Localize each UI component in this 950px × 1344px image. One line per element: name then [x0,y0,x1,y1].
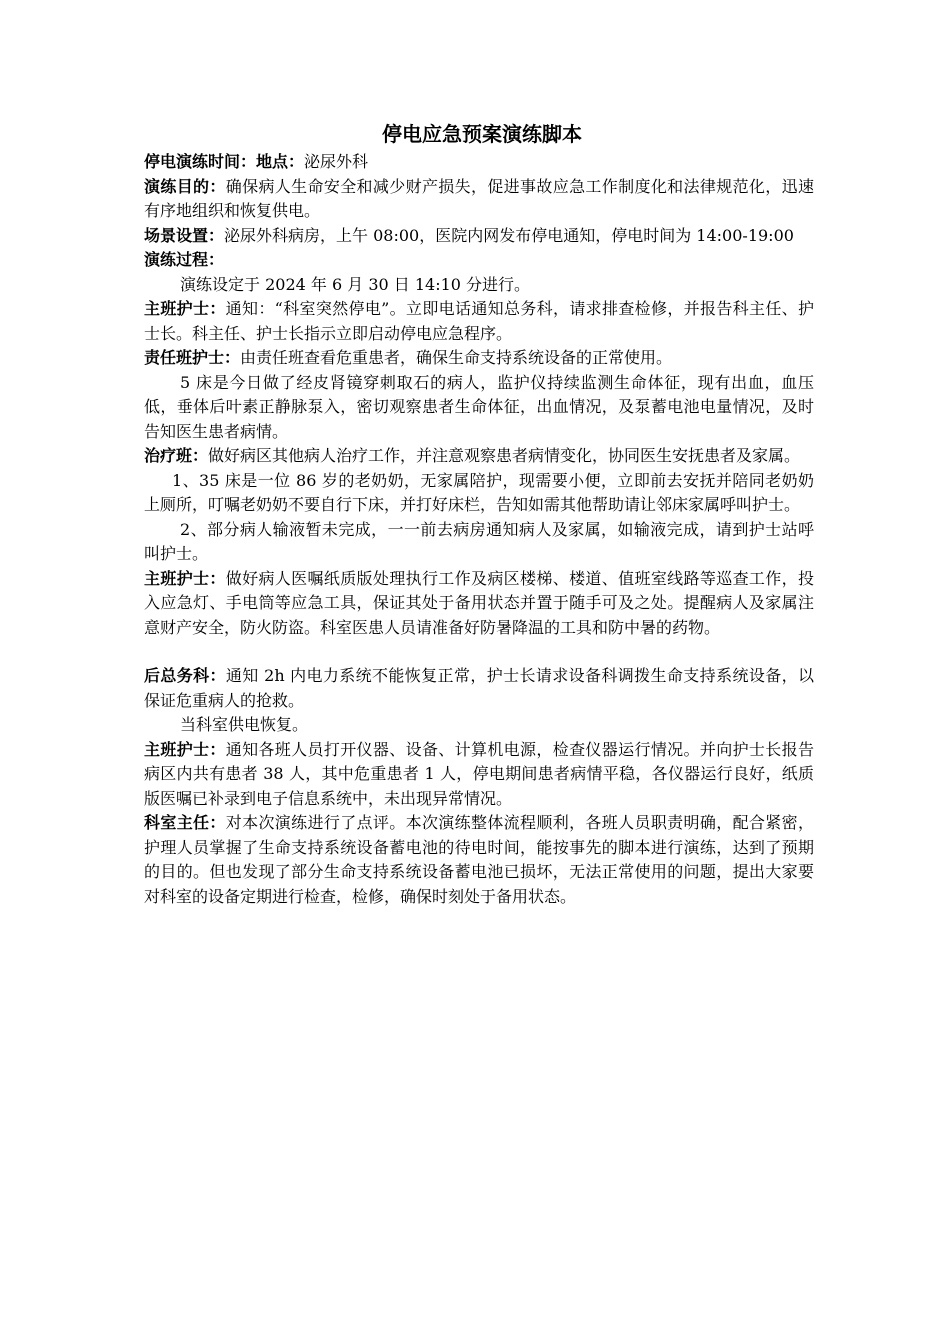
main-nurse-label-3: 主班护士： [144,739,226,759]
blank-line [144,640,814,664]
time-location-text: 泌尿外科 [304,152,369,171]
list-item-2: 2、部分病人输液暂未完成，一一前去病房通知病人及家属，如输液完成，请到护士站呼叫护士。 [144,519,814,563]
resp-nurse-text: 由责任班查看危重患者，确保生命支持系统设备的正常使用。 [240,348,673,367]
main-nurse-paragraph-3 [144,738,814,812]
treatment-label: 治疗班： [144,446,209,465]
main-nurse-paragraph-2 [144,567,814,641]
main-nurse-label-1: 主班护士： [144,299,226,318]
purpose-paragraph [144,175,814,224]
main-nurse-text-2: 做好病人医嘱纸质版处理执行工作及病区楼梯、楼道、值班室线路等巡查工作，投入应急灯、手电筒等应急工具，保证其处于备用状态并置于随手可及之处。提醒病人及家属注意财产安全，防火防盗。科室医患人员请准备好防暑降温的工具和防中暑的药物。 [144,568,814,637]
document-page [144,120,814,909]
general-affairs-text: 通知 2h 内电力系统不能恢复正常，护士长请求设备科调拨生命支持系统设备，以保证危重病人的抢救。 [144,666,814,710]
time-location-label: 停电演练时间：地点： [144,152,305,171]
restore-paragraph: 当科室供电恢复。 [180,715,309,734]
list-item-1: 1、35 床是一位 86 岁的老奶奶，无家属陪护，现需要小便，立即前去安抚并陪同老奶奶上厕所，叮嘱老奶奶不要自行下床，并打好床栏，告知如需其他帮助请让邻床家属呼叫护士。 [144,470,814,514]
main-nurse-paragraph-1 [144,297,814,346]
director-text: 对本次演练进行了点评。本次演练整体流程顺利，各班人员职责明确，配合紧密，护理人员掌握了生命支持系统设备蓄电池的待电时间，能按事先的脚本进行演练，达到了预期的目的。但也发现了部分生命支持系统设备蓄电池已损坏，无法正常使用的问题，提出大家要对科室的设备定期进行检查，检修，确保时刻处于备用状态。 [144,813,814,906]
general-affairs-paragraph [144,664,814,713]
resp-nurse-label: 责任班护士： [144,348,241,367]
scene-label: 场景设置： [144,225,225,245]
process-intro: 演练设定于 2024 年 6 月 30 日 14:10 分进行。 [180,274,531,294]
process-heading [144,248,814,273]
bed5-paragraph: 5 床是今日做了经皮肾镜穿刺取石的病人，监护仪持续监测生命体征，现有出血，血压低，垂体后叶素正静脉泵入，密切观察患者生命体征，出血情况，及泵蓄电池电量情况，及时告知医生患者病情。 [144,372,814,441]
purpose-label: 演练目的： [144,176,226,196]
treatment-paragraph [144,444,814,469]
scene-paragraph [144,224,814,249]
director-label: 科室主任： [144,813,226,832]
process-label: 演练过程： [144,250,225,269]
time-location-line [144,150,814,175]
main-nurse-label-2: 主班护士： [144,568,226,588]
main-nurse-text-3: 通知各班人员打开仪器、设备、计算机电源，检查仪器运行情况。并向护士长报告病区内共有患者 38 人，其中危重患者 1 人，停电期间患者病情平稳，各仪器运行良好，纸质版医嘱已补录到电子信息系统中，未出现异常情况。 [144,739,814,808]
treatment-text: 做好病区其他病人治疗工作，并注意观察患者病情变化，协同医生安抚患者及家属。 [208,446,801,465]
document-title: 停电应急预案演练脚本 [382,122,582,146]
general-affairs-label: 后总务科： [144,666,226,685]
purpose-text: 确保病人生命安全和减少财产损失，促进事故应急工作制度化和法律规范化，迅速有序地组织和恢复供电。 [144,176,814,220]
director-paragraph [144,811,814,909]
resp-nurse-paragraph [144,346,814,371]
main-nurse-text-1: 通知：“科室突然停电”。立即电话通知总务科，请求排查检修，并报告科主任、护士长。科主任、护士长指示立即启动停电应急程序。 [144,299,814,343]
scene-text: 泌尿外科病房，上午 08:00，医院内网发布停电通知，停电时间为 14:00-19:00 [224,225,794,245]
